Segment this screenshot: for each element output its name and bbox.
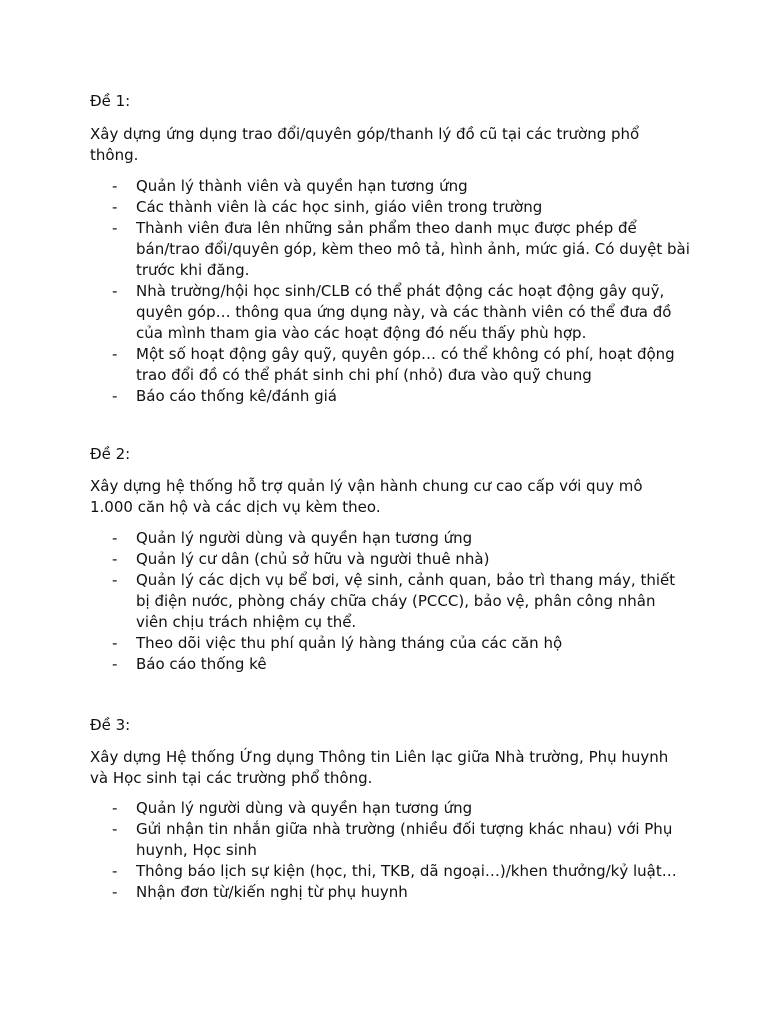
list-item-text: Thành viên đưa lên những sản phẩm theo danh mục được phép để bán/trao đổi/quyên góp, kèm theo mô tả, hình ảnh, mức giá. Có duyệt bài trước khi đăng.: [136, 219, 690, 279]
bullet-dash: -: [112, 571, 118, 589]
list-item-text: Quản lý người dùng và quyền hạn tương ứng: [136, 799, 473, 817]
list-item-text: Quản lý cư dân (chủ sở hữu và người thuê nhà): [136, 550, 490, 568]
list-item: [90, 633, 690, 654]
bullet-dash: -: [112, 529, 118, 547]
bullet-dash: -: [112, 550, 118, 568]
section-1: [90, 91, 690, 405]
list-item: [90, 861, 690, 882]
requirement-list: [90, 176, 690, 407]
list-item-text: Một số hoạt động gây quỹ, quyên góp… có thể không có phí, hoạt động trao đổi đồ có thể phát sinh chi phí (nhỏ) đưa vào quỹ chung: [136, 345, 675, 384]
bullet-dash: -: [112, 634, 118, 652]
bullet-dash: -: [112, 387, 118, 405]
list-item: [90, 176, 690, 197]
list-item: [90, 882, 690, 903]
bullet-dash: -: [112, 655, 118, 673]
bullet-dash: -: [112, 282, 118, 300]
list-item: [90, 819, 690, 861]
bullet-dash: -: [112, 345, 118, 363]
list-item: [90, 344, 690, 386]
bullet-dash: -: [112, 883, 118, 901]
section-2: [90, 444, 690, 673]
bullet-dash: -: [112, 198, 118, 216]
list-item-text: Quản lý người dùng và quyền hạn tương ứng: [136, 529, 473, 547]
section-description: Xây dựng ứng dụng trao đổi/quyên góp/thanh lý đồ cũ tại các trường phổ thông.: [90, 125, 640, 164]
list-item-text: Nhà trường/hội học sinh/CLB có thể phát động các hoạt động gây quỹ, quyên góp… thông qua ứng dụng này, và các thành viên có thể đưa đồ của mình tham gia vào các hoạt động đó nếu thấy phù hợp.: [136, 282, 672, 342]
bullet-dash: -: [112, 799, 118, 817]
list-item-text: Các thành viên là các học sinh, giáo viên trong trường: [136, 198, 543, 216]
section-heading: Đề 2:: [90, 445, 131, 463]
list-item-text: Quản lý các dịch vụ bể bơi, vệ sinh, cảnh quan, bảo trì thang máy, thiết bị điện nước, phòng cháy chữa cháy (PCCC), bảo vệ, phân công nhân viên chịu trách nhiệm cụ thể.: [136, 571, 676, 631]
section-description: Xây dựng hệ thống hỗ trợ quản lý vận hành chung cư cao cấp với quy mô 1.000 căn hộ và các dịch vụ kèm theo.: [90, 477, 643, 516]
list-item: [90, 386, 690, 407]
requirement-list: [90, 528, 690, 675]
bullet-dash: -: [112, 862, 118, 880]
bullet-dash: -: [112, 177, 118, 195]
list-item-text: Theo dõi việc thu phí quản lý hàng tháng của các căn hộ: [136, 634, 563, 652]
list-item-text: Thông báo lịch sự kiện (học, thi, TKB, dã ngoại…)/khen thưởng/kỷ luật…: [136, 862, 677, 880]
list-item: [90, 549, 690, 570]
list-item: [90, 281, 690, 344]
section-heading: Đề 3:: [90, 716, 131, 734]
list-item-text: Báo cáo thống kê: [136, 655, 267, 673]
list-item-text: Quản lý thành viên và quyền hạn tương ứng: [136, 177, 468, 195]
list-item-text: Nhận đơn từ/kiến nghị từ phụ huynh: [136, 883, 408, 901]
list-item: [90, 798, 690, 819]
section-3: [90, 715, 690, 901]
list-item-text: Gửi nhận tin nhắn giữa nhà trường (nhiều đối tượng khác nhau) với Phụ huynh, Học sinh: [136, 820, 673, 859]
section-description: Xây dựng Hệ thống Ứng dụng Thông tin Liên lạc giữa Nhà trường, Phụ huynh và Học sinh tại các trường phổ thông.: [90, 748, 669, 787]
list-item: [90, 197, 690, 218]
requirement-list: [90, 798, 690, 903]
list-item: [90, 218, 690, 281]
bullet-dash: -: [112, 219, 118, 237]
section-heading: Đề 1:: [90, 92, 131, 110]
list-item: [90, 654, 690, 675]
list-item: [90, 528, 690, 549]
list-item: [90, 570, 690, 633]
bullet-dash: -: [112, 820, 118, 838]
list-item-text: Báo cáo thống kê/đánh giá: [136, 387, 337, 405]
